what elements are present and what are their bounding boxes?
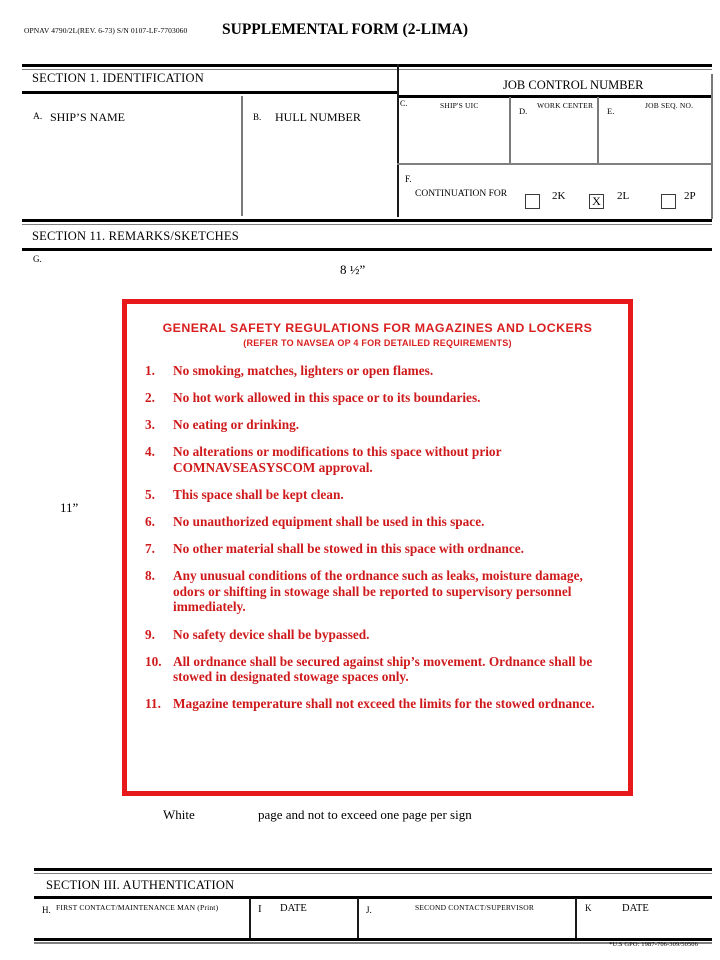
divider-jcn-row-bottom — [397, 163, 712, 165]
second-contact-label: SECOND CONTACT/SUPERVISOR — [415, 903, 535, 912]
safety-rule-number: 7. — [145, 541, 155, 557]
section-11-bar-label: SECTION 11. REMARKS/SKETCHES — [32, 229, 239, 243]
safety-rule-text: No smoking, matches, lighters or open flames. — [173, 363, 434, 378]
divider-vertical-c-d — [509, 97, 511, 163]
ships-uic-letter: C. — [400, 99, 408, 108]
checkbox-2p-label: 2P — [684, 190, 696, 202]
safety-rule-text: No unauthorized equipment shall be used in this space. — [173, 514, 485, 530]
divider-top-thin — [22, 69, 712, 71]
safety-rule-number: 6. — [145, 514, 155, 530]
page-edge-line-right — [711, 74, 713, 219]
continuation-label: CONTINUATION FOR — [415, 189, 508, 199]
second-contact-letter: J. — [366, 905, 372, 915]
safety-rule-number: 9. — [145, 626, 155, 642]
work-center-input[interactable] — [512, 114, 596, 160]
safety-rule-text: Magazine temperature shall not exceed the limits for the stowed ordnance. — [173, 696, 595, 712]
dimension-width-label: 8 ½” — [340, 262, 366, 277]
safety-sign-title: GENERAL SAFETY REGULATIONS FOR MAGAZINES AND LOCKERS — [162, 321, 593, 335]
job-seq-no-input[interactable] — [600, 114, 710, 160]
divider-section3-bar-bottom — [34, 896, 712, 899]
section-1-bar-label: SECTION 1. IDENTIFICATION — [32, 71, 204, 85]
form-title: SUPPLEMENTAL FORM (2-LIMA) — [222, 21, 468, 38]
first-contact-label: FIRST CONTACT/MAINTENANCE MAN (Print) — [56, 903, 219, 912]
job-control-number-title: JOB CONTROL NUMBER — [503, 78, 644, 92]
safety-rule-number: 10. — [145, 653, 162, 669]
divider-vertical-a-b — [241, 96, 243, 216]
section-3-bar-label: SECTION III. AUTHENTICATION — [46, 878, 235, 892]
safety-rule-number: 11. — [145, 696, 161, 712]
ships-uic-label: SHIP'S UIC — [440, 101, 479, 110]
safety-rule-number: 4. — [145, 444, 155, 460]
checkbox-2k-label: 2K — [552, 190, 566, 202]
sign-caption-text: page and not to exceed one page per sign — [258, 807, 472, 822]
safety-rule-number: 5. — [145, 486, 155, 502]
divider-vertical-d-e — [597, 97, 599, 163]
safety-rule-text: No alterations or modifications to this space without prior COMNAVSEASYSCOM approval. — [173, 444, 502, 475]
first-date-label: DATE — [280, 903, 307, 914]
checkbox-2l[interactable]: X — [589, 194, 604, 209]
second-contact-input[interactable] — [360, 915, 570, 939]
ships-name-letter: A. — [33, 112, 43, 122]
checkbox-2p[interactable] — [661, 194, 676, 209]
job-seq-no-letter: E. — [607, 106, 615, 116]
hull-number-letter: B. — [253, 112, 262, 122]
form-number: OPNAV 4790/2L(REV. 6-73) S/N 0107-LF-7703060 — [24, 26, 188, 35]
ships-name-input[interactable] — [24, 126, 240, 214]
sign-caption-color: White — [163, 807, 195, 822]
safety-rule-number: 1. — [145, 363, 155, 378]
first-contact-input[interactable] — [36, 915, 246, 939]
hull-number-label: HULL NUMBER — [275, 110, 361, 124]
safety-rule-text: No other material shall be stowed in this space with ordnance. — [173, 541, 525, 557]
form-header — [0, 0, 720, 60]
safety-rule-text: All ordnance shall be secured against ship’s movement. Ordnance shall be stowed in designated stowage spaces only. — [173, 653, 593, 685]
divider-section11-top-thick — [22, 219, 712, 222]
safety-rule-number: 3. — [145, 417, 155, 433]
divider-vertical-j-k — [575, 898, 577, 940]
divider-vertical-h-i — [249, 898, 251, 940]
safety-rule-text: This space shall be kept clean. — [173, 486, 344, 502]
job-seq-no-label: JOB SEQ. NO. — [645, 101, 694, 110]
gpo-footer: *U.S GPO: 1987-706-309/50506 — [609, 941, 698, 948]
ships-uic-input[interactable] — [399, 112, 507, 160]
work-center-letter: D. — [519, 106, 528, 116]
safety-rule-number: 8. — [145, 568, 155, 584]
second-date-letter: K — [585, 903, 592, 913]
first-date-letter: I — [258, 903, 262, 915]
divider-section11-top-thin — [22, 224, 712, 226]
divider-vertical-i-j — [357, 898, 359, 940]
remarks-field-letter: G. — [33, 254, 42, 264]
divider-section11-bar-bottom — [22, 248, 712, 251]
first-date-input[interactable] — [252, 917, 354, 939]
second-date-input[interactable] — [578, 917, 710, 939]
hull-number-input[interactable] — [245, 126, 393, 214]
divider-section1-bar-bottom — [22, 91, 397, 94]
safety-sign-subtitle: (REFER TO NAVSEA OP 4 FOR DETAILED REQUIREMENTS) — [243, 338, 512, 348]
first-contact-letter: H. — [42, 905, 51, 915]
divider-section3-top-thin — [34, 873, 712, 875]
safety-rule-text: Any unusual conditions of the ordnance such as leaks, moisture damage, odors or shifting in stowage shall be reported to supervisory personnel immediately. — [173, 568, 583, 615]
divider-section3-top-thick — [34, 868, 712, 871]
work-center-label: WORK CENTER — [537, 101, 594, 110]
divider-top-thick — [22, 64, 712, 67]
dimension-height-label: 11” — [60, 500, 79, 515]
safety-rule-number: 2. — [145, 390, 155, 406]
checkbox-2l-label: 2L — [617, 190, 630, 202]
remarks-sketches-area[interactable] — [24, 252, 710, 854]
ships-name-label: SHIP’S NAME — [50, 110, 126, 124]
second-date-label: DATE — [622, 903, 649, 914]
safety-rule-text: No eating or drinking. — [173, 417, 300, 433]
checkbox-2k[interactable] — [525, 194, 540, 209]
divider-jcn-bottom — [397, 95, 712, 98]
safety-rule-text: No safety device shall be bypassed. — [173, 626, 370, 642]
safety-rule-text: No hot work allowed in this space or to its boundaries. — [173, 390, 481, 406]
continuation-letter: F. — [405, 174, 412, 184]
